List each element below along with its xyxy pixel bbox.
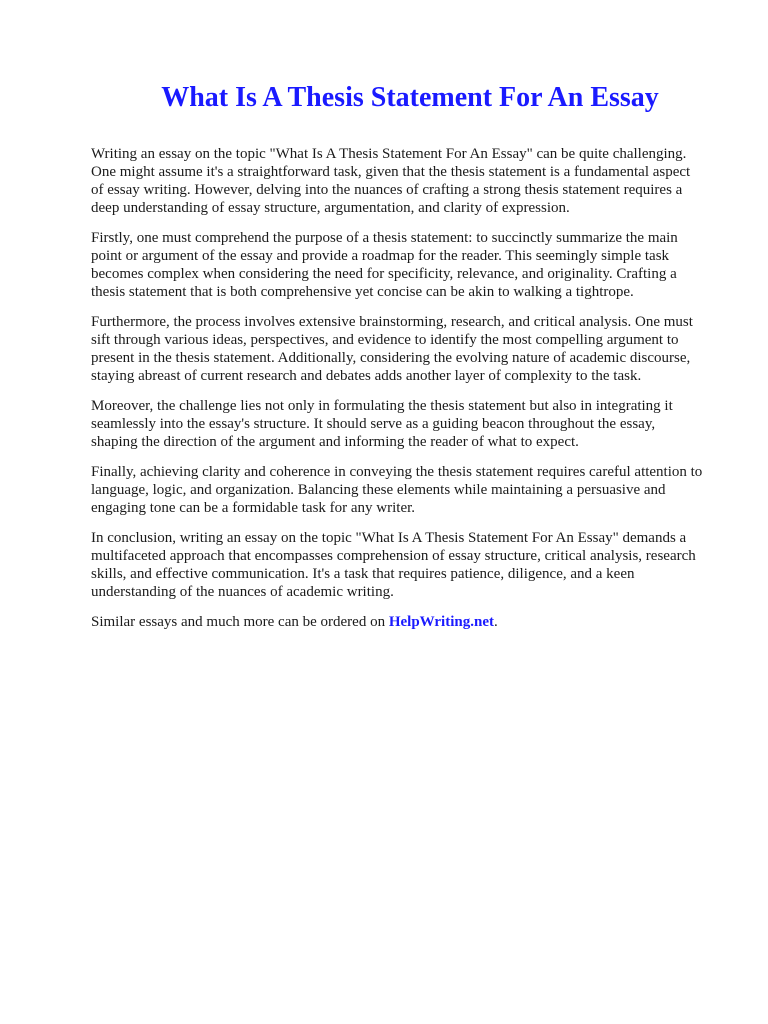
helpwriting-link[interactable]: HelpWriting.net (388, 614, 494, 630)
paragraph-2 (91, 229, 741, 301)
paragraph-line: deep understanding of essay structure, argumentation, and clarity of expression. (91, 200, 570, 216)
closing-line (91, 613, 741, 631)
paragraph-line: Finally, achieving clarity and coherence in conveying the thesis statement requires careful attention to (91, 464, 703, 480)
paragraph-line: present in the thesis statement. Additionally, considering the evolving nature of academic discourse, (91, 350, 691, 366)
closing-suffix: . (493, 614, 498, 630)
paragraph-line: engaging tone can be a formidable task for any writer. (91, 500, 416, 516)
paragraph-line: In conclusion, writing an essay on the topic "What Is A Thesis Statement For An Essay" demands a (91, 530, 687, 546)
paragraph-line: staying abreast of current research and debates adds another layer of complexity to the task. (91, 368, 642, 384)
closing-prefix: Similar essays and much more can be ordered on (91, 614, 389, 630)
paragraph-line: thesis statement that is both comprehensive yet concise can be akin to walking a tightrope. (91, 284, 634, 300)
paragraph-line: Firstly, one must comprehend the purpose of a thesis statement: to succinctly summarize the main (91, 230, 678, 246)
paragraph-line: becomes complex when considering the need for specificity, relevance, and originality. Crafting a (91, 266, 677, 282)
paragraph-line: seamlessly into the essay's structure. It should serve as a guiding beacon throughout the essay, (91, 416, 656, 432)
paragraph-6 (91, 529, 741, 601)
paragraph-line: language, logic, and organization. Balancing these elements while maintaining a persuasive and (91, 482, 666, 498)
paragraph-line: point or argument of the essay and provide a roadmap for the reader. This seemingly simple task (91, 248, 670, 264)
paragraph-line: Moreover, the challenge lies not only in formulating the thesis statement but also in integrating it (91, 398, 673, 414)
paragraph-line: of essay writing. However, delving into the nuances of crafting a strong thesis statement requires a (91, 182, 683, 198)
paragraph-line: Writing an essay on the topic "What Is A Thesis Statement For An Essay" can be quite challenging. (91, 146, 687, 162)
paragraph-line: multifaceted approach that encompasses comprehension of essay structure, critical analysis, research (91, 548, 696, 564)
paragraph-4 (91, 397, 741, 451)
document-body (91, 145, 741, 643)
paragraph-line: sift through various ideas, perspectives, and evidence to identify the most compelling argument to (91, 332, 679, 348)
paragraph-line: Furthermore, the process involves extensive brainstorming, research, and critical analysis. One must (91, 314, 693, 330)
paragraph-line: One might assume it's a straightforward task, given that the thesis statement is a fundamental aspect (91, 164, 691, 180)
paragraph-line: understanding of the nuances of academic writing. (91, 584, 394, 600)
document-title: What Is A Thesis Statement For An Essay (161, 82, 659, 113)
paragraph-5 (91, 463, 741, 517)
paragraph-3 (91, 313, 741, 385)
paragraph-line: skills, and effective communication. It's a task that requires patience, diligence, and a keen (91, 566, 635, 582)
paragraph-line: shaping the direction of the argument and informing the reader of what to expect. (91, 434, 579, 450)
paragraph-1 (91, 145, 741, 217)
